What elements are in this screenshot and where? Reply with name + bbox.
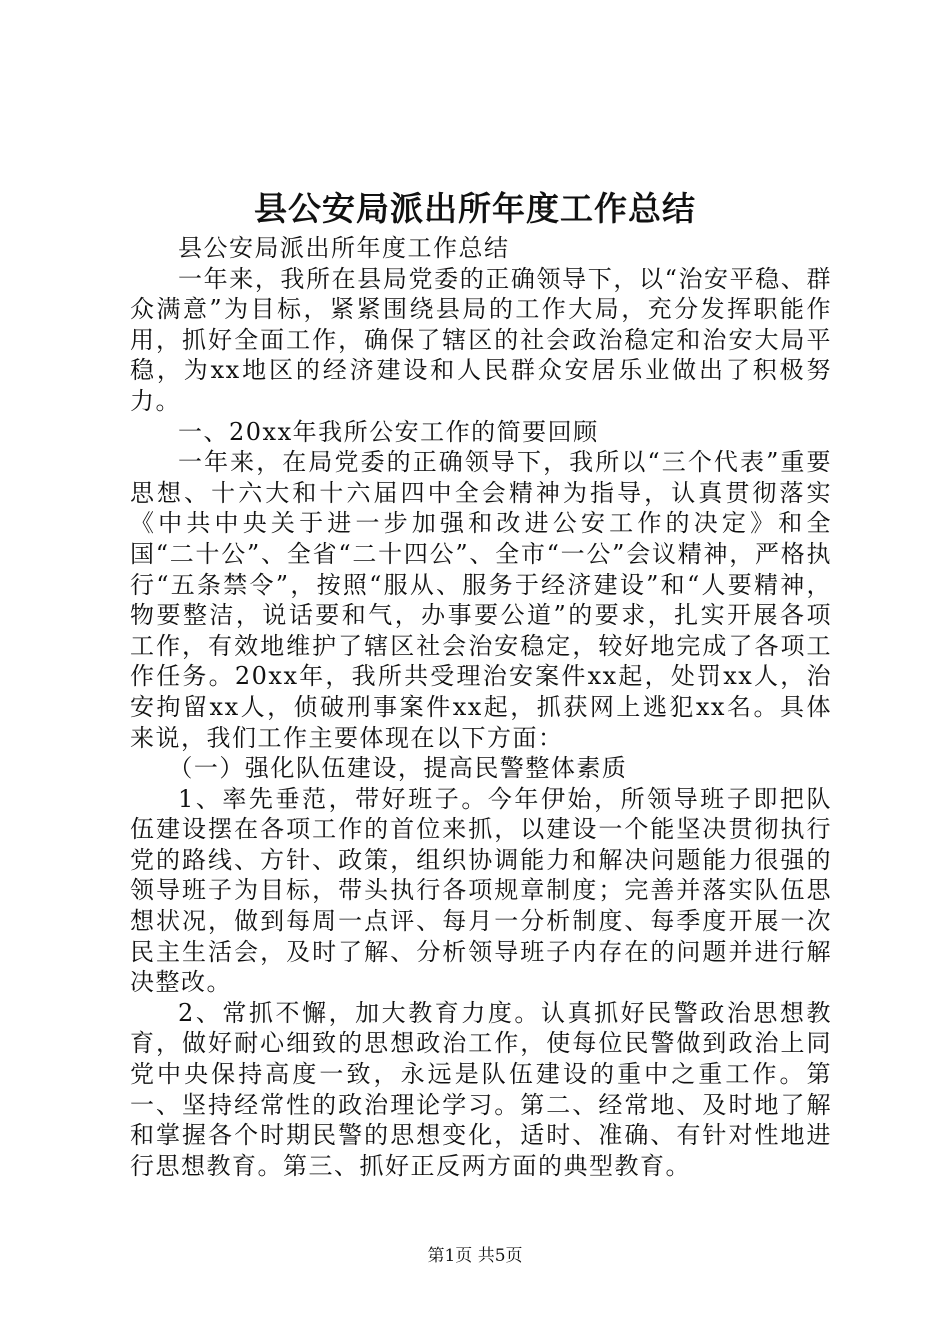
document-title: 县公安局派出所年度工作总结 <box>254 189 696 228</box>
section-heading: 一、20xx年我所公安工作的简要回顾 <box>178 417 599 446</box>
review-paragraph: 一年来，在局党委的正确领导下，我所以“三个代表”重要思想、十六大和十六届四中全会精神为指导，认真贯彻落实《中共中央关于进一步加强和改进公安工作的决定》和全国“二十公”、全省“二十四公”、全市“一公”会议精神，严格执行“五条禁令”，按照“服从、服务于经济建设”和“人要精神，物要整洁，说话要和气，办事要公道”的要求，扎实开展各项工作，有效地维护了辖区社会治安稳定，较好地完成了各项工作任务。20xx年，我所共受理治安案件xx起，处罚xx人，治安拘留xx人，侦破刑事案件xx起，抓获网上逃犯xx名。具体来说，我们工作主要体现在以下方面： <box>130 448 832 752</box>
item-1-paragraph: 1、率先垂范，带好班子。今年伊始，所领导班子即把队伍建设摆在各项工作的首位来抓，以建设一个能坚决贯彻执行党的路线、方针、政策，组织协调能力和解决问题能力很强的领导班子为目标，带头执行各项规章制度；完善并落实队伍思想状况，做到每周一点评、每月一分析制度、每季度开展一次民主生活会，及时了解、分析领导班子内存在的问题并进行解决整改。 <box>130 784 832 997</box>
document-body <box>130 233 832 1181</box>
page-number-footer: 第1页 共5页 <box>427 1246 523 1266</box>
subtitle-paragraph: 县公安局派出所年度工作总结 <box>178 234 510 262</box>
intro-paragraph: 一年来，我所在县局党委的正确领导下，以“治安平稳、群众满意”为目标，紧紧围绕县局的工作大局，充分发挥职能作用，抓好全面工作，确保了辖区的社会政治稳定和治安大局平稳，为xx地区的经济建设和人民群众安居乐业做出了积极努力。 <box>130 264 832 415</box>
subsection-heading: （一）强化队伍建设，提高民警整体素质 <box>168 754 628 783</box>
item-2-paragraph: 2、常抓不懈，加大教育力度。认真抓好民警政治思想教育，做好耐心细致的思想政治工作，使每位民警做到政治上同党中央保持高度一致，永远是队伍建设的重中之重工作。第一、坚持经常性的政治理论学习。第二、经常地、及时地了解和掌握各个时期民警的思想变化，适时、准确、有针对性地进行思想教育。第三、抓好正反两方面的典型教育。 <box>130 998 832 1180</box>
